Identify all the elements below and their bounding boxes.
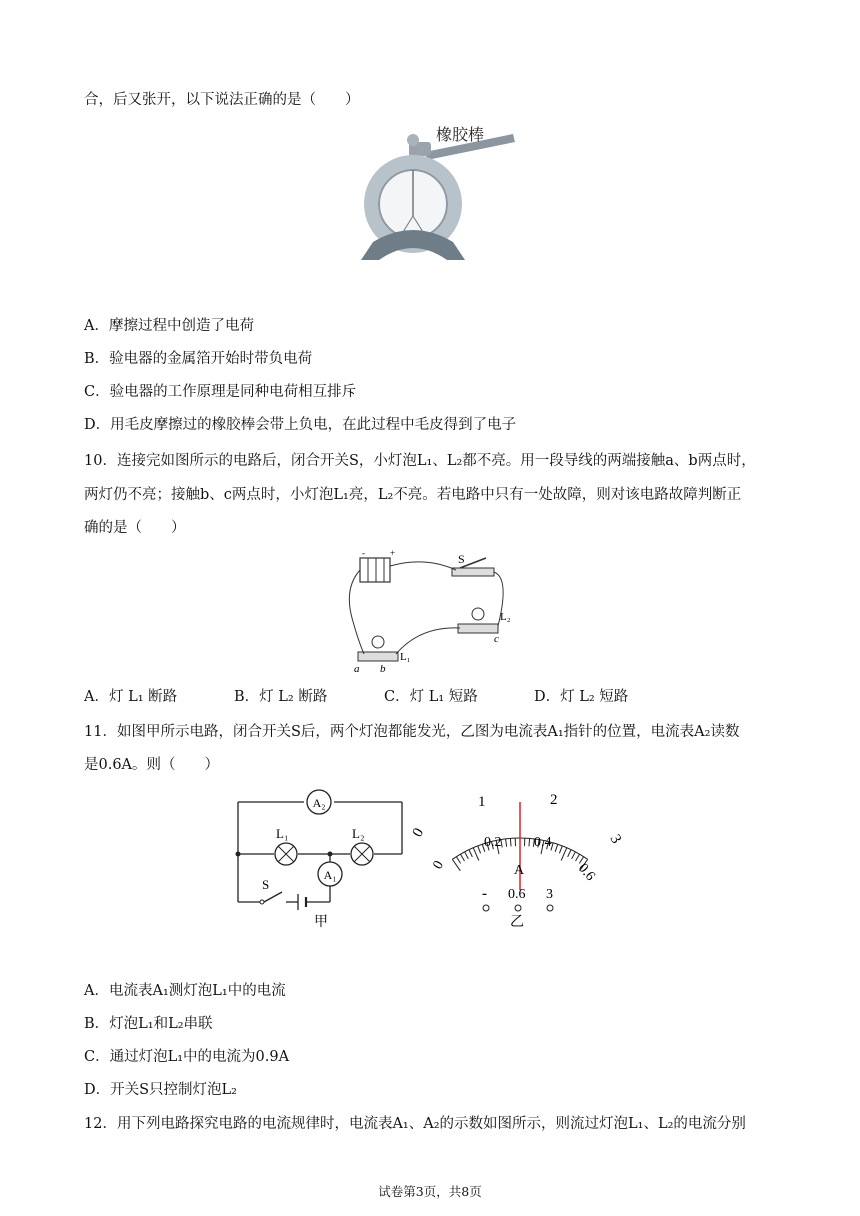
- top-scale-1: 1: [478, 794, 486, 810]
- top-scale-0: 0: [410, 825, 428, 840]
- bottom-scale-04: 0.4: [534, 835, 552, 850]
- switch-s-label: S: [262, 877, 270, 892]
- dial-tick: [559, 846, 562, 853]
- dial-tick: [572, 852, 576, 859]
- rubber-rod-label: 橡胶棒: [436, 127, 485, 144]
- circuit-caption: 甲: [314, 915, 328, 930]
- q10-option-c: C．灯 L₁ 短路: [384, 689, 478, 705]
- electroscope-figure: [325, 124, 515, 264]
- bottom-scale-0: 0: [430, 858, 447, 872]
- top-scale-2: 2: [550, 792, 558, 808]
- battery-plus-label: +: [390, 548, 396, 558]
- q11-stem-line2: 是0.6A。则（ ）: [84, 757, 220, 773]
- terminal-3-post: [547, 905, 553, 911]
- dial-tick: [506, 839, 507, 847]
- dial-tick: [529, 838, 530, 846]
- q10-stem-line2: 两灯仍不亮；接触b、c两点时，小灯泡L₁亮，L₂不亮。若电路中只有一处故障，则对该电路故障判断正: [84, 487, 742, 503]
- dial-tick: [473, 848, 479, 861]
- q9-option-b: B．验电器的金属箔开始时带负电荷: [84, 351, 313, 367]
- ammeter-a1-label: A₁: [323, 868, 337, 882]
- q9-option-d: D．用毛皮摩擦过的橡胶棒会带上负电，在此过程中毛皮得到了电子: [84, 417, 517, 433]
- lamp-l2-base: [458, 624, 498, 633]
- dial-tick: [460, 854, 464, 861]
- dial-tick: [469, 850, 472, 857]
- q9-option-a: A．摩擦过程中创造了电荷: [84, 318, 254, 334]
- q12-stem-line1: 12．用下列电路探究电路的电流规律时，电流表A₁、A₂的示数如图所示，则流过灯泡L₁、L₂的电流分别: [84, 1116, 746, 1132]
- dial-tick: [555, 844, 558, 852]
- point-a-label: a: [354, 663, 360, 674]
- q11-stem-line1: 11．如图甲所示电路，闭合开关S后，两个灯泡都能发光，乙图为电流表A₁指针的位置，电流表A₂读数: [84, 724, 740, 740]
- point-c-label: c: [494, 633, 499, 645]
- lamp-l2-icon: [472, 608, 484, 620]
- circuit-jia-figure: [230, 786, 410, 931]
- terminal-3: 3: [546, 887, 553, 902]
- terminal-06: 0.6: [508, 887, 526, 902]
- top-scale-3: 3: [606, 832, 625, 847]
- dial-tick: [568, 850, 571, 857]
- q10-stem-line1: 10．连接完如图所示的电路后，闭合开关S，小灯泡L₁、L₂都不亮。用一段导线的两端接触a、b两点时，: [84, 453, 756, 469]
- dial-tick: [478, 846, 481, 853]
- q11-option-b: B．灯泡L₁和L₂串联: [84, 1016, 213, 1032]
- battery-icon: [360, 558, 390, 582]
- lamp-l1-label: L₁: [276, 826, 289, 841]
- dial-tick: [510, 838, 511, 846]
- q9-option-c: C．验电器的工作原理是同种电荷相互排斥: [84, 384, 357, 400]
- q10-options: [84, 687, 628, 707]
- lamp-l2-label: L₂: [352, 826, 365, 841]
- battery-minus-label: -: [362, 548, 365, 558]
- q10-stem-line3: 确的是（ ）: [84, 520, 186, 536]
- dial-tick: [456, 857, 460, 864]
- meter-caption: 乙: [510, 915, 524, 930]
- terminal-06-post: [515, 905, 521, 911]
- q11-option-a: A．电流表A₁测灯泡L₁中的电流: [84, 983, 286, 999]
- meter-unit: A: [514, 863, 525, 878]
- lamp-l1-icon: [372, 636, 384, 648]
- q10-option-a: A．灯 L₁ 断路: [84, 689, 178, 705]
- bottom-scale-02: 0.2: [484, 835, 502, 850]
- switch-icon: [452, 568, 494, 576]
- ammeter-dial-figure: [410, 786, 630, 932]
- q10-option-d: D．灯 L₂ 短路: [534, 689, 629, 705]
- q9-stem: 合，后又张开，以下说法正确的是（ ）: [84, 92, 360, 108]
- lamp-l1-symbol: [275, 843, 297, 865]
- q10-circuit-figure: [340, 548, 540, 674]
- lamp-l1-label: L₁: [400, 651, 411, 663]
- lamp-l2-symbol: [351, 843, 373, 865]
- switch-label: S: [458, 552, 465, 566]
- dial-tick: [465, 852, 469, 859]
- q10-option-b: B．灯 L₂ 断路: [234, 689, 328, 705]
- q11-option-d: D．开关S只控制灯泡L₂: [84, 1082, 237, 1098]
- page-footer: 试卷第3页，共8页: [378, 1184, 482, 1199]
- dial-tick: [576, 854, 580, 861]
- point-b-label: b: [380, 663, 386, 674]
- terminal-minus-post: [483, 905, 489, 911]
- lamp-l2-label: L₂: [500, 611, 511, 623]
- q11-option-c: C．通过灯泡L₁中的电流为0.9A: [84, 1049, 290, 1065]
- ammeter-a2-label: A₂: [312, 796, 326, 810]
- bottom-scale-06: 0.6: [574, 860, 598, 884]
- dial-tick: [561, 848, 567, 861]
- terminal-minus: -: [482, 886, 487, 902]
- dial-tick: [579, 857, 583, 864]
